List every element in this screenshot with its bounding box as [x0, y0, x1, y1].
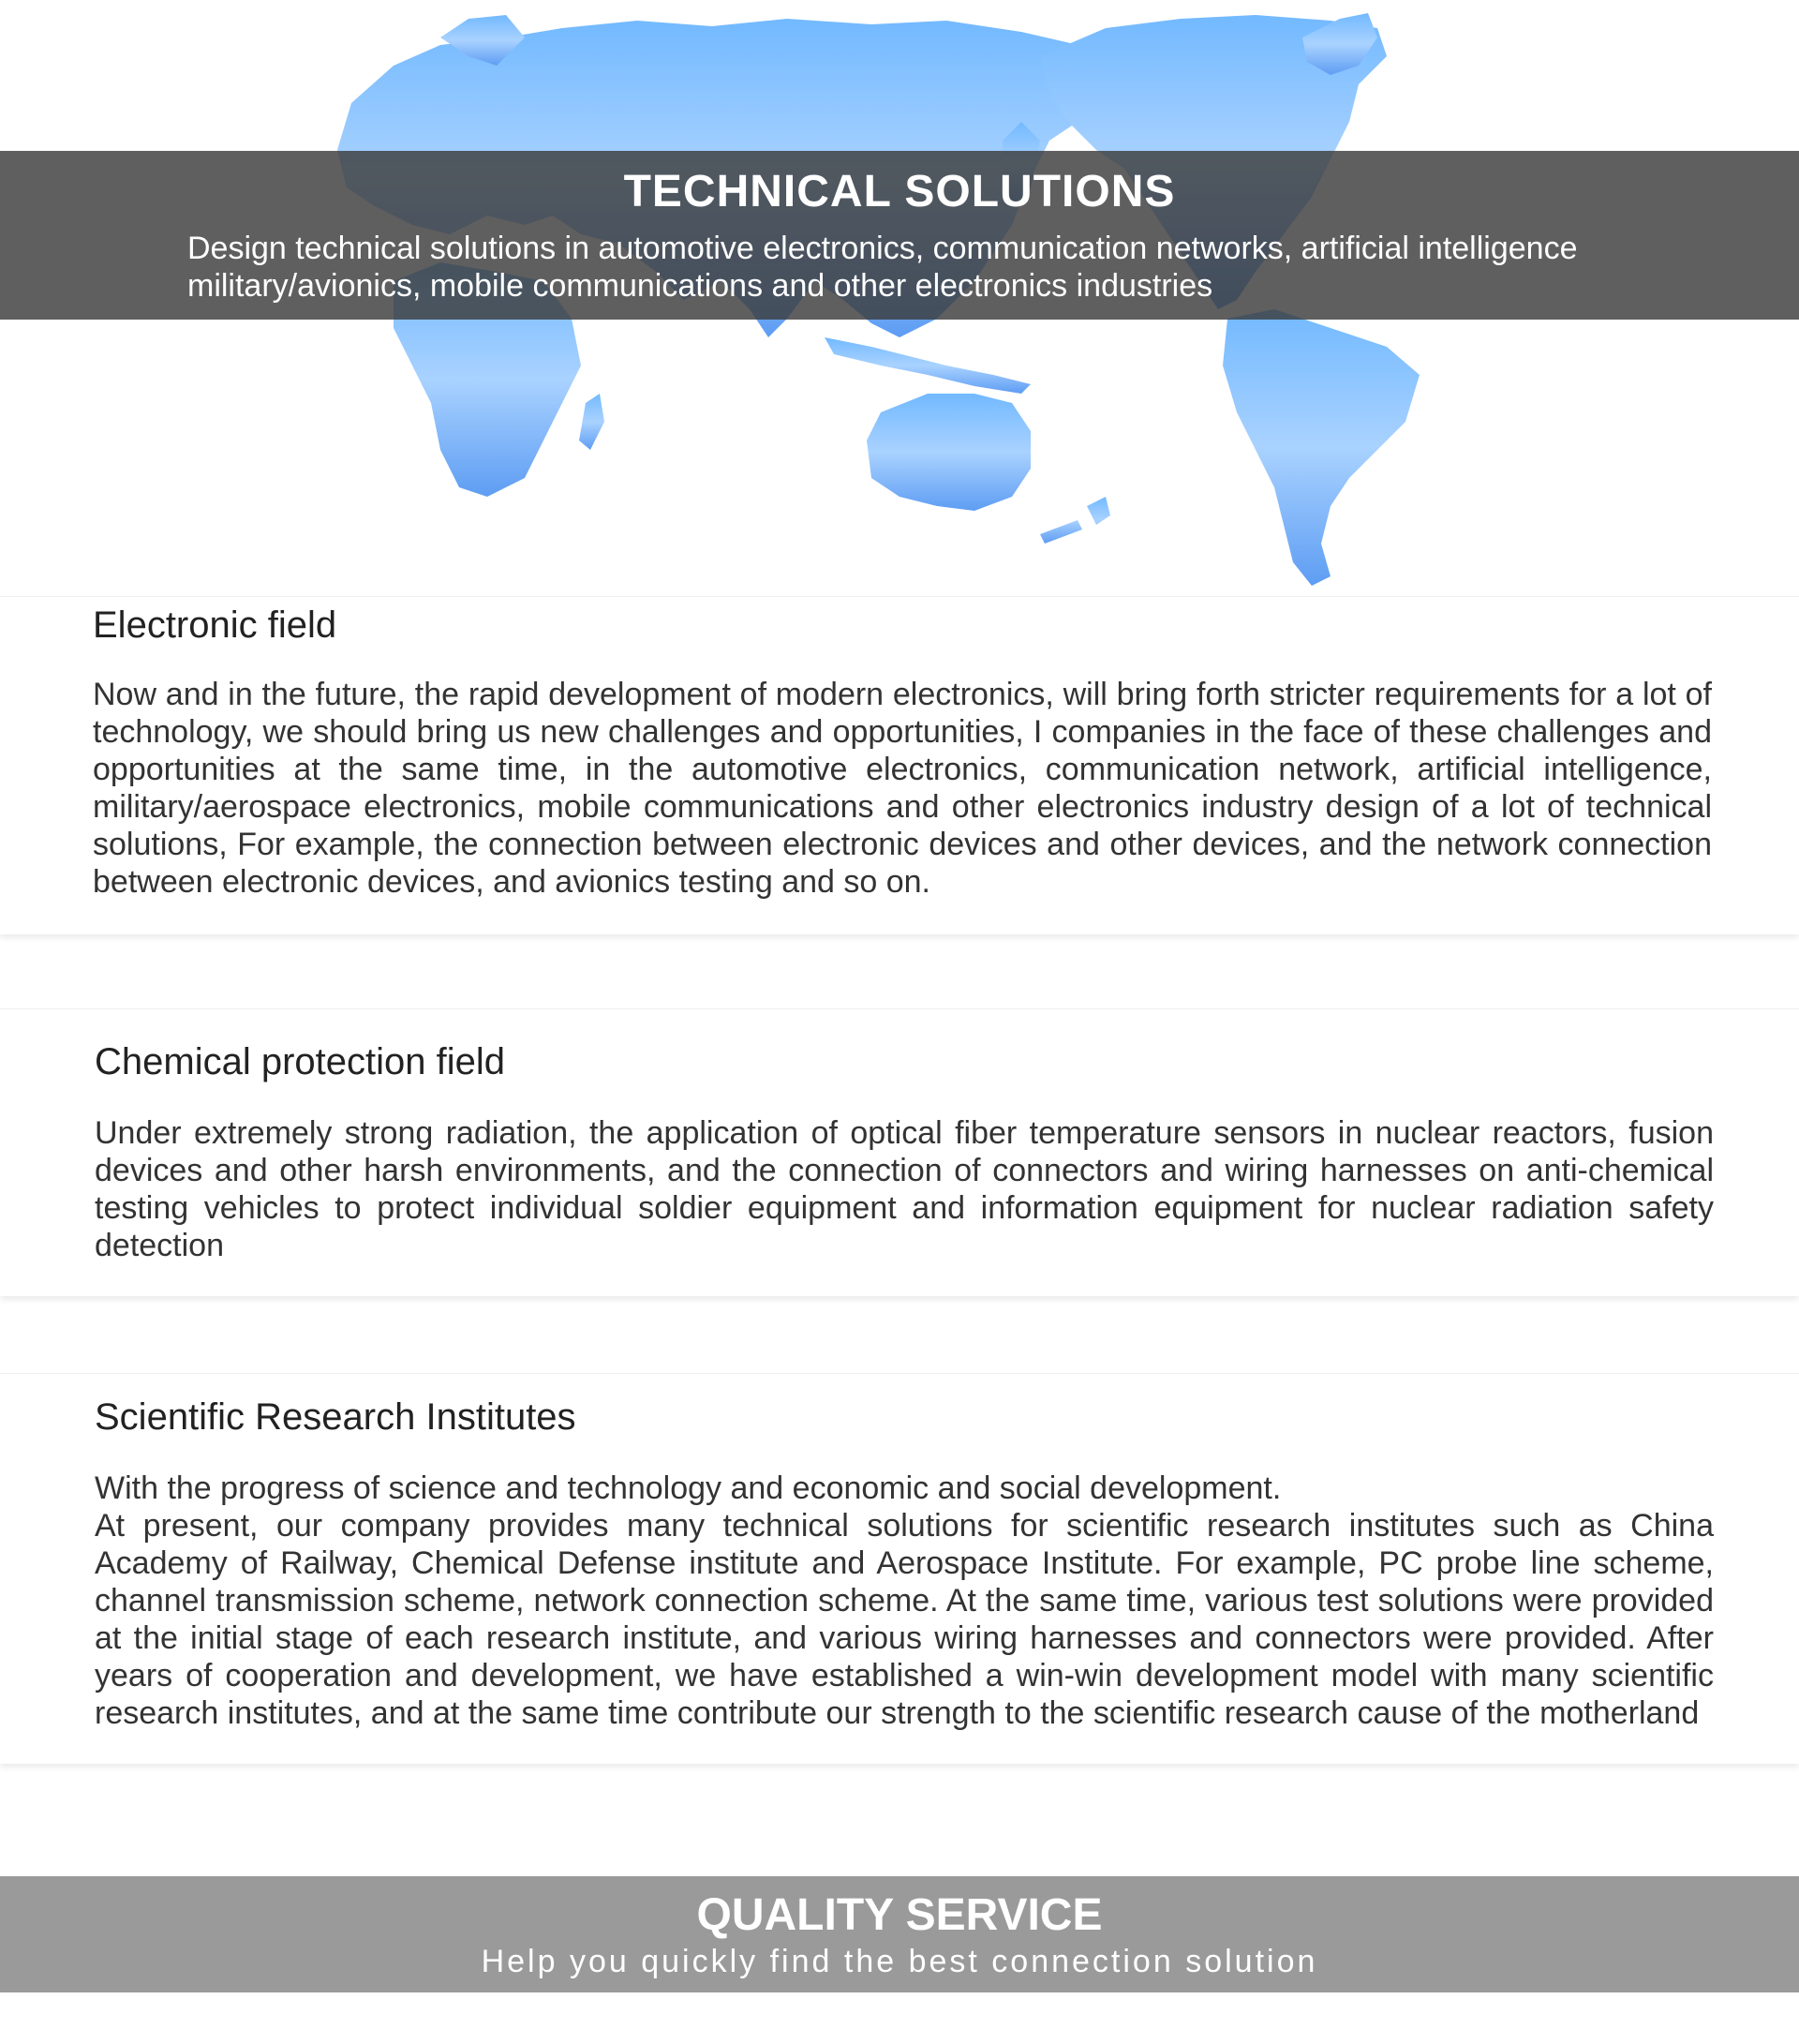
- madagascar-shape: [579, 394, 604, 450]
- world-map-hero: [0, 0, 1799, 600]
- section-paragraph: Under extremely strong radiation, the application of optical fiber temperature sensors in nuclear reactors, fusion devices and other harsh environments, and the connection of connectors and wiring harnesses on anti-chemical testing vehicles to protect individual soldier equipment and information equipment for nuclear radiation safety detection: [95, 1115, 1714, 1263]
- title-band: [0, 151, 1799, 320]
- section-body: [95, 1114, 1714, 1264]
- section-card-electronic: [0, 596, 1799, 934]
- footer-title: QUALITY SERVICE: [696, 1890, 1103, 1940]
- page-description: Design technical solutions in automotive electronics, communication networks, artificial intelligence military/avionics, mobile communications and other electronics industries: [187, 231, 1578, 304]
- australia-shape: [867, 394, 1031, 511]
- section-body: [93, 676, 1712, 901]
- page-title: TECHNICAL SOLUTIONS: [623, 167, 1176, 216]
- section-card-chemical-protection: [0, 1008, 1799, 1296]
- section-card-research-institutes: [0, 1373, 1799, 1764]
- section-title: Chemical protection field: [95, 1041, 505, 1082]
- section-title: Electronic field: [93, 604, 337, 646]
- section-title: Scientific Research Institutes: [95, 1396, 576, 1438]
- quality-service-banner: [0, 1876, 1799, 1992]
- section-body: [95, 1470, 1714, 1732]
- section-paragraph: Now and in the future, the rapid development of modern electronics, will bring forth stricter requirements for a lot of technology, we should bring us new challenges and opportunities, I companies in the face of these challenges and opportunities at the same time, in the automotive electronics, communication network, artificial intelligence, military/aerospace electronics, mobile communications and other electronics industry design of a lot of technical solutions, For example, the connection between electronic devices and other devices, and the network connection between electronic devices, and avionics testing and so on.: [93, 677, 1712, 900]
- new-zealand-shape: [1040, 497, 1110, 544]
- section-paragraph: At present, our company provides many technical solutions for scientific research institutes such as China Academy of Railway, Chemical Defense institute and Aerospace Institute. For example, PC probe line scheme, channel transmission scheme, network connection scheme. At the same time, various test solutions were provided at the initial stage of each research institute, and various wiring harnesses and connectors were provided. After years of cooperation and development, we have established a win-win development model with many scientific research institutes, and at the same time contribute our strength to the scientific research cause of the motherland: [95, 1508, 1714, 1731]
- section-paragraph: With the progress of science and technology and economic and social development.: [95, 1470, 1282, 1506]
- footer-subtitle: Help you quickly find the best connection solution: [481, 1944, 1318, 1979]
- indonesia-shape: [825, 337, 1031, 394]
- south-america-shape: [1223, 309, 1420, 586]
